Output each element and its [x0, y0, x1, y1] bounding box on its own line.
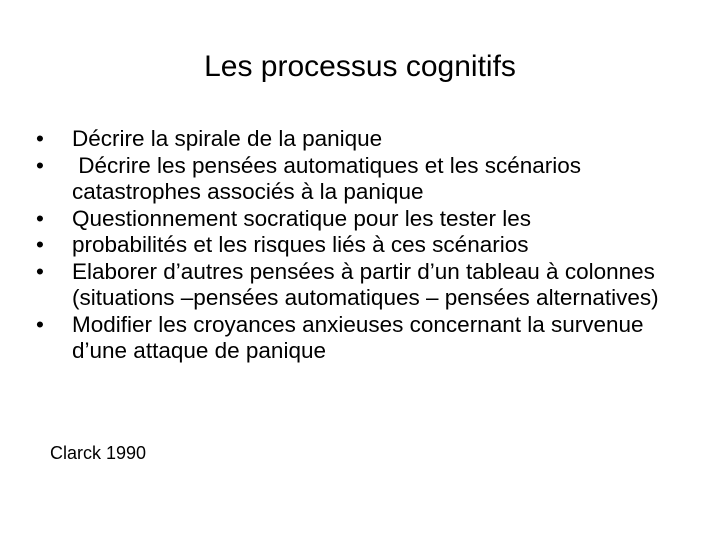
bullet-list — [36, 126, 696, 365]
bullet-icon: • — [36, 205, 44, 231]
bullet-item — [36, 312, 696, 365]
bullet-item — [36, 232, 696, 259]
bullet-text: Décrire les pensées automatiques et les scénarios catastrophes associés à la panique — [72, 152, 588, 204]
bullet-icon: • — [36, 232, 44, 257]
bullet-icon: • — [36, 258, 44, 284]
bullet-text: Elaborer d’autres pensées à partir d’un tableau à colonnes (situations –pensées automatiques – pensées alternatives) — [72, 258, 659, 310]
bullet-icon: • — [36, 311, 44, 337]
bullet-item — [36, 206, 696, 233]
citation: Clarck 1990 — [50, 443, 147, 463]
bullet-item — [36, 153, 696, 206]
bullet-text: Modifier les croyances anxieuses concernant la survenue d’une attaque de panique — [72, 311, 644, 363]
slide-title: Les processus cognitifs — [204, 50, 516, 83]
bullet-text: Décrire la spirale de la panique — [72, 126, 383, 151]
bullet-icon: • — [36, 152, 44, 178]
bullet-item — [36, 126, 696, 153]
bullet-icon: • — [36, 126, 44, 151]
bullet-item — [36, 259, 696, 312]
bullet-text: Questionnement socratique pour les tester les — [72, 205, 531, 231]
bullet-text: probabilités et les risques liés à ces scénarios — [72, 232, 529, 257]
